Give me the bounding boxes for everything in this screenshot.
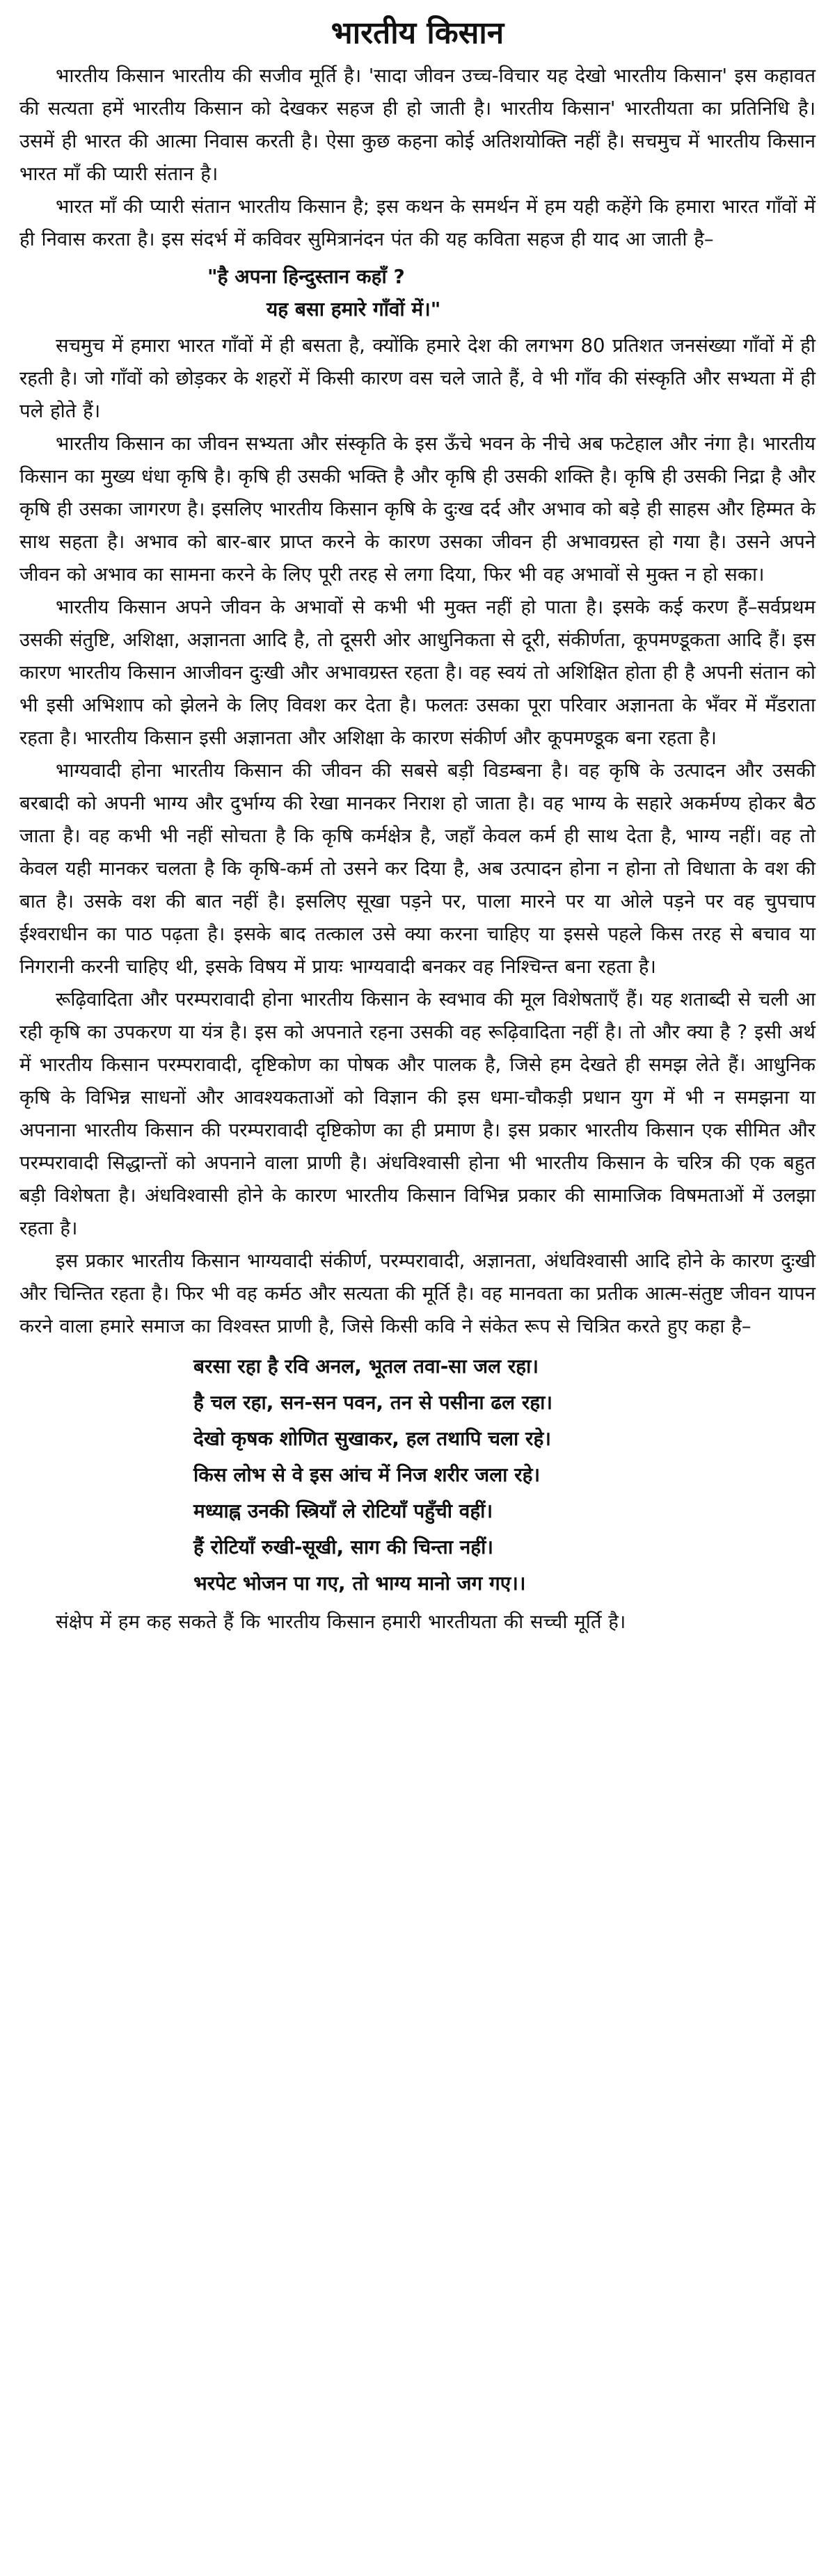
- poem-line: मध्याह्न उनकी स्त्रियाँ ले रोटियाँ पहुँची वहीं।: [193, 1499, 493, 1522]
- paragraph-conclusion: संक्षेप में हम कह सकते हैं कि भारतीय किसान हमारी भारतीयता की सच्ची मूर्ति है।: [56, 1611, 626, 1633]
- poem-line: देखो कृषक शोणित सुखाकर, हल तथापि चला रहे।: [193, 1427, 551, 1450]
- couplet-line: "है अपना हिन्दुस्तान कहाँ ?: [207, 265, 405, 288]
- quoted-poem: [19, 1349, 816, 1602]
- paragraph-1: भारतीय किसान भारतीय की सजीव मूर्ति है। 'सादा जीवन उच्च-विचार यह देखो भारतीय किसान' इस कहावत की सत्यता हमें भारतीय किसान को देखकर सहज ही हो जाती है। भारतीय किसान' भारतीयता का प्रतिनिधि है। उसमें ही भारत की आत्मा निवास करती है। ऐसा कुछ कहना कोई अतिशयोक्ति नहीं है। सचमुच में भारतीय किसान भारत माँ की प्यारी संतान है।: [19, 65, 816, 185]
- poem-line: बरसा रहा है रवि अनल, भूतल तवा-सा जल रहा।: [193, 1355, 539, 1378]
- paragraph-7: रूढ़िवादिता और परम्परावादी होना भारतीय किसान के स्वभाव की मूल विशेषताएँ हैं। यह शताब्दी से चली आ रही कृषि का उपकरण या यंत्र है। इस को अपनाते रहना उसकी वह रूढ़िवादिता नहीं है। तो और क्या है ? इसी अर्थ में भारतीय किसान परम्परावादी, दृष्टिकोण का पोषक और पालक है, जिसे हम देखते ही समझ लेते हैं। आधुनिक कृषि के विभिन्न साधनों और आवश्यकताओं को विज्ञान की इस धमा-चौकड़ी प्रधान युग में भी न समझना या अपनाना भारतीय किसान की परम्परावादी दृष्टिकोण का ही प्रमाण है। इस प्रकार भारतीय किसान एक सीमित और परम्परावादी सिद्धान्तों को अपनाने वाला प्राणी है। अंधविश्वासी होना भी भारतीय किसान के चरित्र की एक बहुत बड़ी विशेषता है। अंधविश्वासी होने के कारण भारतीय किसान विभिन्न प्रकार की सामाजिक विषमताओं में उलझा रहता है।: [19, 988, 816, 1239]
- paragraph-8: इस प्रकार भारतीय किसान भाग्यवादी संकीर्ण, परम्परावादी, अज्ञानता, अंधविश्वासी आदि होने के कारण दुःखी और चिन्तित रहता है। फिर भी वह कर्मठ और सत्यता की मूर्ति है। वह मानवता का प्रतीक आत्म-संतुष्ट जीवन यापन करने वाला हमारे समाज का विश्वस्त प्राणी है, जिसे किसी कवि ने संकेत रूप से चित्रित करते हुए कहा है–: [19, 1250, 816, 1337]
- paragraph-2: भारत माँ की प्यारी संतान भारतीय किसान है; इस कथन के समर्थन में हम यही कहेंगे कि हमारा भारत गाँवों में ही निवास करता है। इस संदर्भ में कविवर सुमित्रानंदन पंत की यह कविता सहज ही याद आ जाती है–: [19, 195, 816, 250]
- paragraph-5: भारतीय किसान अपने जीवन के अभावों से कभी भी मुक्त नहीं हो पाता है। इसके कई करण हैं–सर्वप्रथम उसकी संतुष्टि, अशिक्षा, अज्ञानता आदि है, तो दूसरी ओर आधुनिकता से दूरी, संकीर्णता, कूपमण्डूकता आदि हैं। इस कारण भारतीय किसान आजीवन दुःखी और अभावग्रस्त रहता है। वह स्वयं तो अशिक्षित होता ही है अपनी संतान को भी इसी अभिशाप को झेलने के लिए विवश कर देता है। फलतः उसका पूरा परिवार अज्ञानता के भँवर में मँडराता रहता है। भारतीय किसान इसी अज्ञानता और अशिक्षा के कारण संकीर्ण और कूपमण्डूक बना रहता है।: [19, 596, 816, 749]
- couplet-line: यह बसा हमारे गाँवों में।": [267, 298, 441, 321]
- paragraph-6: भाग्यवादी होना भारतीय किसान की जीवन की सबसे बड़ी विडम्बना है। वह कृषि के उत्पादन और उसकी बरबादी को अपनी भाग्य और दुर्भाग्य की रेखा मानकर निराश हो जाता है। वह भाग्य के सहारे अकर्मण्य होकर बैठ जाता है। वह कभी भी नहीं सोचता है कि कृषि कर्मक्षेत्र है, जहाँ केवल कर्म ही साथ देता है, भाग्य नहीं। वह तो केवल यही मानकर चलता है कि कृषि-कर्म तो उसने कर दिया है, अब उत्पादन होना न होना तो विधाता के वश की बात है। उसके वश की बात नहीं है। इसलिए सूखा पड़ने पर, पाला मारने पर या ओले पड़ने पर वह चुपचाप ईश्वराधीन का पाठ पढ़ता है। इसके बाद तत्काल उसे क्या करना चाहिए या इससे पहले किस तरह से बचाव या निगरानी करनी चाहिए थी, इसके विषय में प्रायः भाग्यवादी बनकर वह निश्चिन्त बना रहता है।: [19, 759, 816, 978]
- paragraph-3: सचमुच में हमारा भारत गाँवों में ही बसता है, क्योंकि हमारे देश की लगभग 80 प्रतिशत जनसंख्या गाँवों में ही रहती है। जो गाँवों को छोड़कर के शहरों में किसी कारण वस चले जाते हैं, वे भी गाँव की संस्कृति और सभ्यता में ही पले होते हैं।: [19, 335, 816, 422]
- poem-line: हैं रोटियाँ रुखी-सूखी, साग की चिन्ता नहीं।: [193, 1536, 493, 1559]
- page-title: भारतीय किसान: [331, 15, 504, 51]
- quoted-couplet: [19, 260, 816, 325]
- poem-line: किस लोभ से वे इस आंच में निज शरीर जला रहे।: [193, 1463, 541, 1486]
- paragraph-4: भारतीय किसान का जीवन सभ्यता और संस्कृति के इस ऊँचे भवन के नीचे अब फटेहाल और नंगा है। भारतीय किसान का मुख्य धंधा कृषि है। कृषि ही उसकी भक्ति है और कृषि ही उसकी शक्ति है। कृषि ही उसकी निद्रा है और कृषि ही उसका जागरण है। इसलिए भारतीय किसान कृषि के दुःख दर्द और अभाव को बड़े ही साहस और हिम्मत के साथ सहता है। अभाव को बार-बार प्राप्त करने के कारण उसका जीवन ही अभावग्रस्त हो गया है। उसने अपने जीवन को अभाव का सामना करने के लिए पूरी तरह से लगा दिया, फिर भी वह अभावों से मुक्त न हो सका।: [19, 433, 816, 586]
- poem-line: है चल रहा, सन-सन पवन, तन से पसीना ढल रहा।: [193, 1391, 553, 1414]
- poem-line: भरपेट भोजन पा गए, तो भाग्य मानो जग गए।।: [193, 1572, 526, 1595]
